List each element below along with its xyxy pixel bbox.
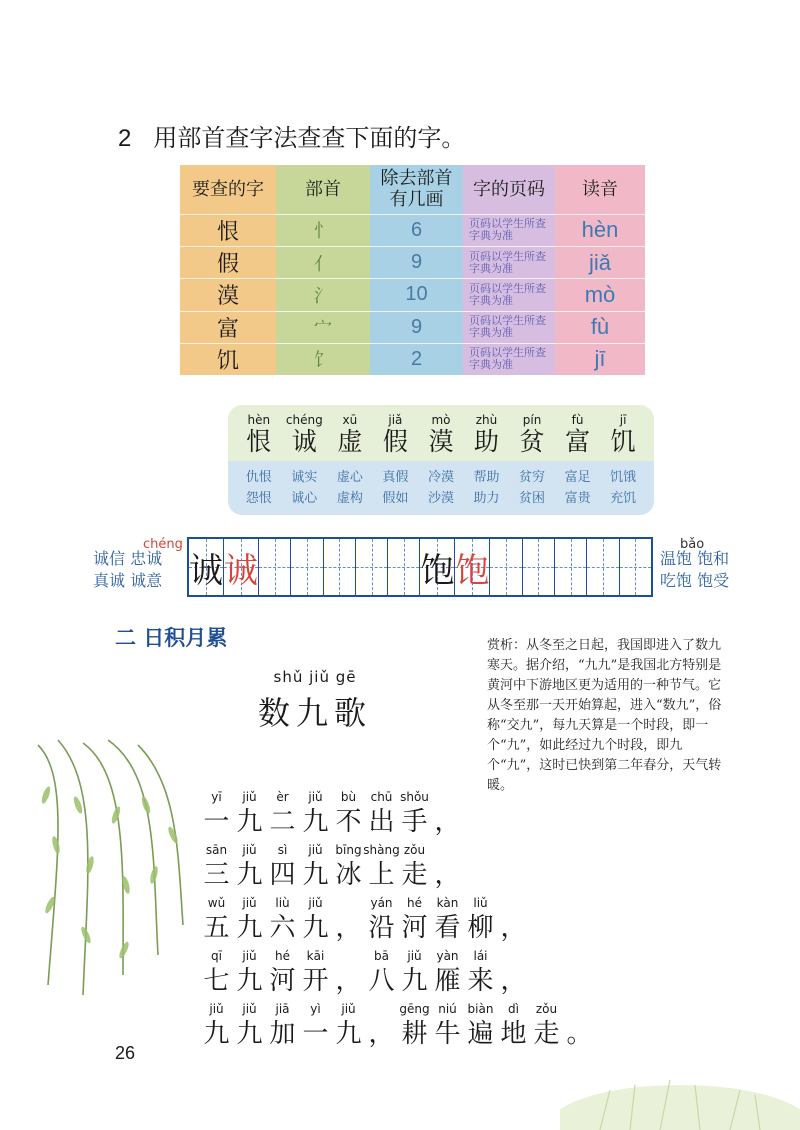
pinyin: xū [342,413,358,427]
poem-char [497,949,530,997]
table-header: 读音 [582,178,618,200]
hanzi: 假 [382,427,408,456]
poem-char [431,1002,464,1050]
hanzi: 一 [203,807,230,837]
grid-square [523,539,555,595]
pinyin: mò [431,413,451,427]
left-pinyin: chéng [143,537,183,552]
poem-char [365,790,398,838]
poem-char [200,896,233,944]
hanzi: 助 [473,427,499,456]
pinyin: jiǔ [242,843,257,857]
pinyin: bā [374,949,389,963]
poem-char [398,790,431,838]
hanzi: 牛 [434,1019,461,1049]
hanzi: 耕 [401,1019,428,1049]
hanzi: ， [434,807,461,837]
hanzi: 一 [302,1019,329,1049]
word-pair [556,461,600,515]
column-page [463,165,555,375]
right-words [660,548,729,592]
hanzi: 出 [368,807,395,837]
word: 富足 [564,470,591,485]
hanzi: ， [335,913,362,943]
vocab-char [465,405,509,461]
pinyin: sì [277,843,288,857]
pinyin: jiǎ [388,413,403,427]
pinyin: jiǔ [308,790,323,804]
hanzi: 五 [203,913,230,943]
pinyin: pín [522,413,542,427]
hanzi: 七 [203,966,230,996]
word: 富贵 [564,491,591,506]
page-note: 页码以学生所查字典为准 [469,281,546,307]
poem-char [365,1002,398,1050]
pinyin: jī [619,413,627,427]
table-cell: 恨 [180,214,276,246]
table-cell: jī [555,343,645,375]
poem-char [398,1002,431,1050]
word: 贫困 [519,491,546,506]
poem-char [233,1002,266,1050]
poem-char [233,790,266,838]
hanzi: ， [368,1019,395,1049]
poem-char [299,896,332,944]
pinyin: liù [275,896,290,910]
page-number: 26 [115,1043,136,1063]
word: 沙漠 [427,491,454,506]
poem-char [431,896,464,944]
pinyin: biàn [467,1002,494,1016]
poem-char [332,790,365,838]
column-strokes [370,165,463,375]
table-cell: 富 [180,311,276,343]
word: 饥饿 [610,470,637,485]
hanzi: 走 [401,860,428,890]
grid-square [259,539,291,595]
hanzi: 九 [236,1019,263,1049]
hanzi: 九 [335,1019,362,1049]
pinyin: jiǔ [242,1002,257,1016]
pinyin: zǒu [535,1002,558,1016]
grid-square [420,539,455,595]
vocab-char [282,405,326,461]
table-header: 部首 [305,178,341,200]
poem-char [299,843,332,891]
table-cell [463,311,555,343]
word: 假如 [382,491,409,506]
hanzi: 手 [401,807,428,837]
pinyin: jiǔ [341,1002,356,1016]
poem-char [266,949,299,997]
word: 诚心 [291,491,318,506]
pinyin: liǔ [473,896,488,910]
hanzi: 不 [335,807,362,837]
word-pair [328,461,372,515]
hanzi: 漠 [428,427,454,456]
hanzi: 来 [467,966,494,996]
word: 虚构 [336,491,363,506]
pinyin: hèn [247,413,271,427]
word: 仇恨 [245,470,272,485]
pinyin: dì [508,1002,519,1016]
poem-line [200,843,464,891]
hanzi: 九 [302,860,329,890]
poem-char [365,949,398,997]
table-header: 要查的字 [192,178,264,200]
vocabulary-card [228,405,654,515]
page-note: 页码以学生所查字典为准 [469,314,546,340]
table-cell: 饥 [180,343,276,375]
pinyin: jiǔ [242,790,257,804]
pinyin: èr [276,790,289,804]
word-line: 吃饱 饱受 [660,571,730,590]
word: 冷漠 [427,470,454,485]
poem-char [398,843,431,891]
hanzi: 九 [236,860,263,890]
hanzi: 八 [368,966,395,996]
vocab-char [601,405,645,461]
table-header [370,165,463,214]
hanzi: 柳 [467,913,494,943]
column-reading [555,165,645,375]
exercise-instruction [118,118,465,153]
table-cell: 9 [370,246,463,278]
pinyin: wǔ [207,896,226,910]
hanzi: 冰 [335,860,362,890]
hanzi: 诚 [291,427,317,456]
hanzi: 沿 [368,913,395,943]
pinyin: jiā [275,1002,290,1016]
grid-square [388,539,420,595]
poem-char [200,949,233,997]
grid-square [189,539,224,595]
hanzi: 九 [236,966,263,996]
table-cell: 9 [370,311,463,343]
table-cell [463,214,555,246]
grid-square [291,539,323,595]
poem-char [332,949,365,997]
poem-char [200,790,233,838]
pinyin: jiǔ [308,896,323,910]
poem-char [266,896,299,944]
poem-title-pinyin: shǔ jiǔ gē [273,668,357,686]
table-cell: 10 [370,278,463,310]
table-cell: hèn [555,214,645,246]
pinyin: shǒu [400,790,429,804]
poem-char [431,843,464,891]
pinyin: zhù [475,413,498,427]
hanzi: 地 [500,1019,527,1049]
word-line: 温饱 饱和 [660,549,730,568]
poem-char [497,1002,530,1050]
poem-char [266,1002,299,1050]
pinyin: hé [407,896,422,910]
exercise-number: 2 [118,125,132,152]
pinyin: bù [340,790,357,804]
hanzi: 三 [203,860,230,890]
pinyin: kàn [436,896,459,910]
poem-char [299,790,332,838]
column-radical [276,165,370,375]
poem-char [464,1002,497,1050]
word-line: 诚信 忠诚 [93,549,163,568]
page-note: 页码以学生所查字典为准 [469,249,546,275]
hanzi: 九 [302,807,329,837]
pinyin: fù [571,413,584,427]
poem-title-text: 数九歌 [257,694,372,732]
grid-square [224,539,259,595]
poem-char [464,896,497,944]
pinyin: yàn [436,949,459,963]
table-cell [463,343,555,375]
word: 真假 [382,470,409,485]
pinyin: niú [438,1002,457,1016]
table-header: 字的页码 [473,178,545,200]
hanzi: 富 [565,427,591,456]
hanzi: 恨 [246,427,272,456]
poem-line [200,790,464,838]
right-pinyin: bǎo [680,537,705,552]
grid-square [587,539,619,595]
poem-char [497,896,530,944]
hanzi: ， [500,966,527,996]
poem-char [299,1002,332,1050]
willow-illustration [28,735,188,1005]
pinyin: kāi [306,949,325,963]
vocab-char [510,405,554,461]
table-cell: mò [555,278,645,310]
hanzi: 加 [269,1019,296,1049]
pinyin: zǒu [403,843,426,857]
section-heading: 二 日积月累 [115,626,228,650]
pinyin: jiǔ [242,896,257,910]
table-cell: 6 [370,214,463,246]
column-character [180,165,276,375]
word: 充饥 [610,491,637,506]
poem-title [240,668,390,734]
poem-char [530,1002,563,1050]
grid-square [490,539,522,595]
hanzi: 。 [566,1019,593,1049]
hanzi: 看 [434,913,461,943]
table-cell [463,246,555,278]
hanzi: 走 [533,1019,560,1049]
hanzi: 九 [236,913,263,943]
hanzi: 九 [236,807,263,837]
grid-square [555,539,587,595]
hanzi: ， [500,913,527,943]
word-pair [510,461,554,515]
pinyin: jiǔ [209,1002,224,1016]
grid-square [324,539,356,595]
pinyin: chū [370,790,393,804]
word-line: 真诚 诚意 [93,571,163,590]
grass-decoration [560,1035,800,1130]
vocab-char [237,405,281,461]
pinyin: yī [211,790,222,804]
grid-char: 饱 [420,550,455,591]
poem-char [266,790,299,838]
hanzi: 河 [269,966,296,996]
hanzi: 九 [203,1019,230,1049]
hanzi: 九 [302,913,329,943]
page-note: 页码以学生所查字典为准 [469,346,546,372]
hanzi: 贫 [519,427,545,456]
poem-char [266,843,299,891]
word: 虚心 [336,470,363,485]
poem-char [200,1002,233,1050]
hanzi: 饥 [610,427,636,456]
vocab-char [373,405,417,461]
vocab-char [328,405,372,461]
pinyin: yì [310,1002,321,1016]
grid-char: 诚 [224,550,258,591]
grid-char: 诚 [189,550,223,591]
word: 帮助 [473,470,500,485]
word: 贫穷 [519,470,546,485]
poem-char [398,949,431,997]
word-pair [601,461,645,515]
poem-char [332,1002,365,1050]
hanzi: 二 [269,807,296,837]
vocab-char [556,405,600,461]
hanzi: 九 [401,966,428,996]
hanzi: 上 [368,860,395,890]
poem-char [332,896,365,944]
word-pair [419,461,463,515]
radical-lookup-table [180,165,645,375]
poem-char [200,843,233,891]
left-words [93,548,162,592]
poem-char [398,896,431,944]
hanzi: 四 [269,860,296,890]
hanzi: ， [335,966,362,996]
poem-line [200,896,530,944]
table-cell: fù [555,311,645,343]
poem-char [233,896,266,944]
word-pair [465,461,509,515]
pinyin: shàng [363,843,400,857]
poem-char [365,896,398,944]
poem-char [431,949,464,997]
vocab-words [228,461,654,515]
table-cell [463,278,555,310]
pinyin: hé [275,949,290,963]
appreciation-note: 赏析：从冬至之日起，我国即进入了数九寒天。据介绍，“九九”是我国北方特别是黄河中下游地区更为适用的一种节气。它从冬至那一天开始算起，进入“数九”，俗称“交九”，每九天算是一个时段，即一个“九”，如此经过九个时段，即九个“九”，这时已快到第二年春分，天气转暖。 [487,638,722,793]
word: 怨恨 [245,491,272,506]
writing-grid [187,537,653,597]
table-cell: 漠 [180,278,276,310]
table-cell: 忄 [276,214,370,246]
page-note: 页码以学生所查字典为准 [469,217,546,243]
word: 助力 [473,491,500,506]
table-cell: 2 [370,343,463,375]
pinyin: gēng [399,1002,430,1016]
poem-char [332,843,365,891]
hanzi: 遍 [467,1019,494,1049]
hanzi: 河 [401,913,428,943]
vocab-char [419,405,463,461]
poem-char [233,949,266,997]
hanzi: 虚 [337,427,363,456]
table-header-text: 除去部首有几画 [380,168,453,211]
pinyin: sān [205,843,228,857]
pinyin: chéng [285,413,323,427]
poem-line [200,949,530,997]
hanzi: 雁 [434,966,461,996]
exercise-text: 用部首查字法查查下面的字。 [153,124,466,152]
word-pair [237,461,281,515]
pinyin: bīng [335,843,362,857]
poem-char [431,790,464,838]
table-cell: 假 [180,246,276,278]
pinyin: qī [211,949,222,963]
vocab-characters [228,405,654,461]
hanzi: 六 [269,913,296,943]
poem-char [464,949,497,997]
poem-char [365,843,398,891]
poem-char [233,843,266,891]
table-cell: 宀 [276,311,370,343]
grid-square [455,539,490,595]
grid-square [620,539,651,595]
pinyin: yán [370,896,393,910]
table-cell: 亻 [276,246,370,278]
poem-line [200,1002,596,1050]
hanzi: 开 [302,966,329,996]
pinyin: jiǔ [407,949,422,963]
word-pair [373,461,417,515]
hanzi: ， [434,860,461,890]
pinyin: jiǔ [242,949,257,963]
table-cell: 饣 [276,343,370,375]
grid-char: 饱 [455,550,490,591]
grid-square [356,539,388,595]
pinyin: lái [473,949,488,963]
word-pair [282,461,326,515]
pinyin: jiǔ [308,843,323,857]
table-cell: jiǎ [555,246,645,278]
table-cell: 氵 [276,278,370,310]
poem-char [299,949,332,997]
word: 诚实 [291,470,318,485]
